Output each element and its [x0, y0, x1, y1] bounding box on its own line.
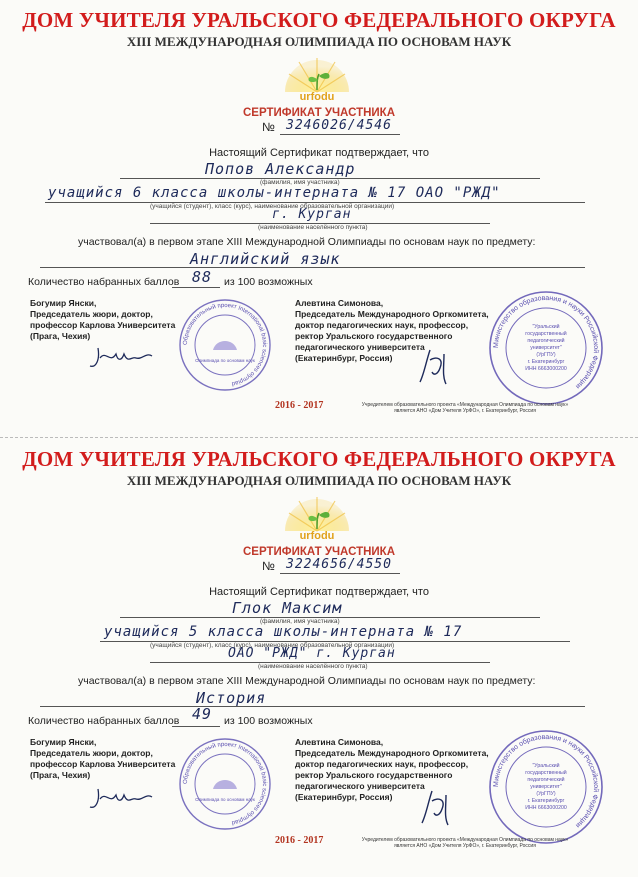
svg-text:г. Екатеринбург: г. Екатеринбург — [527, 798, 565, 804]
svg-text:Олимпиада по основам наук: Олимпиада по основам наук — [195, 797, 255, 802]
score-suffix: из 100 возможных — [224, 276, 313, 288]
locality-caption: (наименование населённого пункта) — [258, 663, 368, 670]
participant-name: Попов Александр — [205, 160, 356, 178]
year: 2016 - 2017 — [275, 400, 324, 411]
footer-note: Учредителем образовательного проекта «Международная Олимпиада по основам наук» является АНО «Дом Учителя УрФО», г. Екатеринбург, Россия — [361, 402, 569, 414]
svg-text:ИНН 6663000200: ИНН 6663000200 — [525, 805, 567, 811]
cert-title: ДОМ УЧИТЕЛЯ УРАЛЬСКОГО ФЕДЕРАЛЬНОГО ОКРУГА — [22, 8, 616, 32]
school-line-2: ОАО "РЖД" г. Курган — [228, 646, 396, 661]
svg-text:(УрГПУ): (УрГПУ) — [536, 352, 556, 358]
name-caption: (фамилия, имя участника) — [260, 179, 340, 186]
subject: История — [196, 689, 267, 707]
svg-text:государственный: государственный — [525, 331, 567, 337]
score: 49 — [192, 705, 213, 723]
certificate-2 — [0, 439, 638, 877]
svg-text:педагогический: педагогический — [527, 777, 565, 783]
right-signer: Алевтина Симонова, Председатель Международного Оргкомитета, доктор педагогических наук, профессор, ректор Уральского государственного педагогического университета (Екатеринбург, Россия) — [295, 298, 489, 363]
footer-note: Учредителем образовательного проекта «Международная Олимпиада по основам наук» является АНО «Дом Учителя УрФО», г. Екатеринбург, Россия — [361, 837, 569, 849]
participated-text: участвовал(а) в первом этапе XIII Международной Олимпиады по основам наук по предмету: — [78, 675, 536, 687]
stamp-right-icon — [488, 290, 604, 406]
svg-text:Министерство образования и нау: Министерство образования и науки Российской Федерации — [492, 294, 600, 390]
svg-text:ИНН 6663000200: ИНН 6663000200 — [525, 366, 567, 372]
school-line-1: учащийся 6 класса школы-интерната № 17 ОАО "РЖД" — [48, 185, 501, 201]
right-signer: Алевтина Симонова, Председатель Международного Оргкомитета, доктор педагогических наук, профессор, ректор Уральского государственного педагогического университета (Екатеринбург, Россия) — [295, 737, 489, 802]
svg-text:университет": университет" — [530, 784, 562, 790]
left-signer: Богумир Янски, Председатель жюри, доктор, профессор Карлова Университета (Прага, Чехия) — [30, 737, 176, 780]
urfodu-logo-icon — [277, 491, 357, 541]
participant-name: Глок Максим — [232, 599, 343, 617]
cert-number-line — [262, 118, 392, 134]
svg-text:университет": университет" — [530, 345, 562, 351]
school-line-1: учащийся 5 класса школы-интерната № 17 — [104, 624, 463, 640]
svg-text:"Уральский: "Уральский — [532, 324, 560, 330]
cert-heading: СЕРТИФИКАТ УЧАСТНИКА — [242, 107, 396, 119]
score: 88 — [192, 268, 213, 286]
cert-heading: СЕРТИФИКАТ УЧАСТНИКА — [242, 546, 396, 558]
confirm-text: Настоящий Сертификат подтверждает, что — [209, 147, 429, 159]
year: 2016 - 2017 — [275, 835, 324, 846]
signature-left-icon — [86, 781, 166, 815]
locality-caption: (наименование населённого пункта) — [258, 224, 368, 231]
svg-text:Министерство образования и нау: Министерство образования и науки Российской Федерации — [492, 733, 600, 829]
stamp-left-icon — [178, 298, 272, 392]
name-caption: (фамилия, имя участника) — [260, 618, 340, 625]
left-signer: Богумир Янски, Председатель жюри, доктор, профессор Карлова Университета (Прага, Чехия) — [30, 298, 176, 341]
signature-left-icon — [86, 340, 166, 374]
score-suffix: из 100 возможных — [224, 715, 313, 727]
cert-subtitle: XIII МЕЖДУНАРОДНАЯ ОЛИМПИАДА ПО ОСНОВАМ НАУК — [126, 473, 512, 488]
cert-title: ДОМ УЧИТЕЛЯ УРАЛЬСКОГО ФЕДЕРАЛЬНОГО ОКРУГА — [22, 447, 616, 471]
svg-text:государственный: государственный — [525, 770, 567, 776]
signature-right-icon — [410, 346, 470, 386]
cert-number-line — [262, 557, 392, 573]
confirm-text: Настоящий Сертификат подтверждает, что — [209, 586, 429, 598]
svg-text:(УрГПУ): (УрГПУ) — [536, 791, 556, 797]
number-prefix: № — [262, 120, 275, 134]
urfodu-logo-icon — [277, 52, 357, 102]
stamp-left-icon — [178, 737, 272, 831]
cert-subtitle: XIII МЕЖДУНАРОДНАЯ ОЛИМПИАДА ПО ОСНОВАМ НАУК — [126, 34, 512, 49]
svg-text:г. Екатеринбург: г. Екатеринбург — [527, 359, 565, 365]
svg-text:Образовательный проект Interna: Образовательный проект International basic sciences olympiad — [182, 302, 268, 387]
subject: Английский язык — [190, 250, 341, 268]
score-label: Количество набранных баллов — [28, 276, 180, 288]
signature-right-icon — [412, 787, 472, 827]
svg-text:urfodu: urfodu — [299, 91, 335, 102]
cert-number: 3224656/4550 — [286, 557, 392, 572]
school-caption: (учащийся (студент), класс (курс), наименование образовательной организации) — [150, 642, 395, 649]
svg-text:педагогический: педагогический — [527, 338, 565, 344]
svg-text:urfodu: urfodu — [299, 530, 335, 541]
school-caption: (учащийся (студент), класс (курс), наименование образовательной организации) — [150, 203, 395, 210]
svg-text:"Уральский: "Уральский — [532, 763, 560, 769]
svg-text:Образовательный проект Interna: Образовательный проект International basic sciences olympiad — [182, 741, 268, 826]
cert-number: 3246026/4546 — [286, 118, 392, 133]
number-prefix: № — [262, 559, 275, 573]
svg-text:Олимпиада по основам наук: Олимпиада по основам наук — [195, 358, 255, 363]
school-line-2: г. Курган — [272, 207, 352, 222]
participated-text: участвовал(а) в первом этапе XIII Международной Олимпиады по основам наук по предмету: — [78, 236, 536, 248]
stamp-right-icon — [488, 729, 604, 845]
score-label: Количество набранных баллов — [28, 715, 180, 727]
certificate-1 — [0, 0, 638, 438]
